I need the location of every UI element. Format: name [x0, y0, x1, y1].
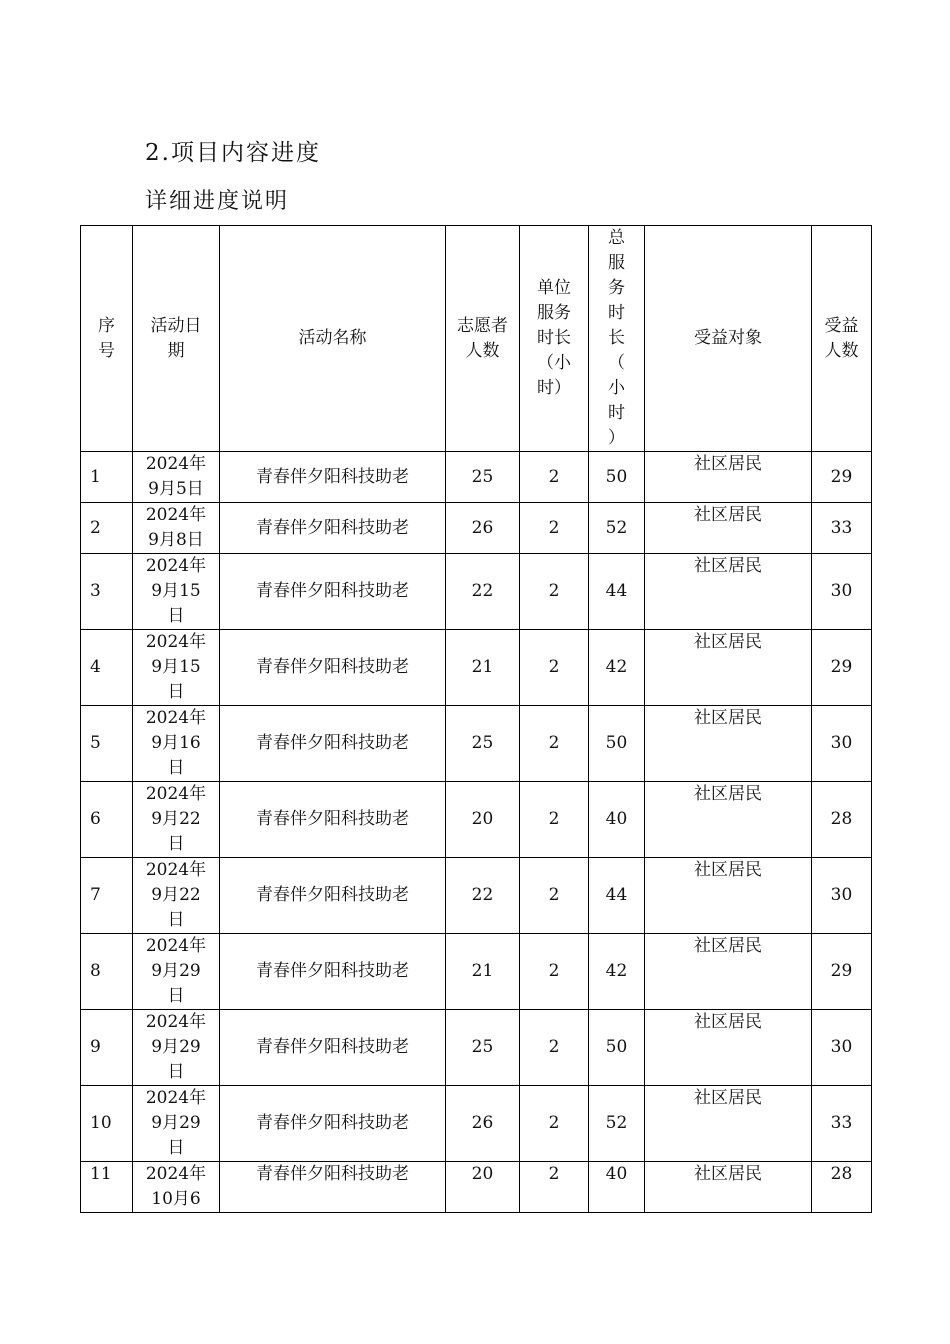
cell-index: 2 [81, 503, 133, 554]
cell-unit-hours: 2 [520, 1086, 589, 1162]
cell-date [133, 782, 220, 858]
header-unit-hours-line: 单位 [537, 278, 571, 298]
cell-total-hours: 40 [589, 1162, 645, 1213]
cell-total-hours: 50 [589, 706, 645, 782]
header-beneficiaries-line: 人数 [824, 340, 859, 361]
cell-date-line: 2024年 [145, 860, 207, 880]
header-unit-hours-line: 时长 [537, 328, 571, 348]
cell-index: 3 [81, 554, 133, 630]
cell-beneficiaries: 30 [812, 706, 872, 782]
cell-date [133, 858, 220, 934]
cell-target: 社区居民 [645, 452, 812, 503]
cell-total-hours: 50 [589, 1010, 645, 1086]
cell-index: 5 [81, 706, 133, 782]
cell-index: 1 [81, 452, 133, 503]
table-row [81, 858, 872, 934]
cell-date-line: 2024年 [145, 505, 207, 525]
cell-beneficiaries: 33 [812, 503, 872, 554]
cell-total-hours: 40 [589, 782, 645, 858]
cell-total-hours: 42 [589, 630, 645, 706]
cell-index: 6 [81, 782, 133, 858]
cell-date-line: 9月29 [151, 961, 201, 981]
cell-unit-hours: 2 [520, 934, 589, 1010]
header-total-hours-line: 时 [608, 303, 625, 323]
cell-index: 10 [81, 1086, 133, 1162]
cell-total-hours: 42 [589, 934, 645, 1010]
cell-beneficiaries: 29 [812, 452, 872, 503]
cell-name: 青春伴夕阳科技助老 [220, 706, 446, 782]
cell-volunteers: 20 [446, 782, 520, 858]
table-row [81, 934, 872, 1010]
table-row [81, 1162, 872, 1213]
header-row [81, 226, 872, 452]
cell-beneficiaries: 29 [812, 630, 872, 706]
header-total-hours-line: 时 [608, 403, 625, 423]
cell-target: 社区居民 [645, 1162, 812, 1213]
cell-target: 社区居民 [645, 1010, 812, 1086]
cell-target: 社区居民 [645, 858, 812, 934]
header-total-hours-line: （ [608, 353, 625, 373]
cell-volunteers: 25 [446, 706, 520, 782]
cell-date-line: 2024年 [145, 556, 207, 576]
cell-index: 4 [81, 630, 133, 706]
table-row [81, 452, 872, 503]
cell-target: 社区居民 [645, 630, 812, 706]
cell-date-line: 2024年 [145, 936, 207, 956]
header-volunteers-line: 志愿者 [457, 315, 508, 336]
header-unit-hours-line: （小 [537, 353, 571, 373]
cell-unit-hours: 2 [520, 452, 589, 503]
cell-volunteers: 22 [446, 858, 520, 934]
cell-total-hours: 44 [589, 554, 645, 630]
cell-date-line: 9月22 [151, 809, 201, 829]
table-row [81, 554, 872, 630]
header-unit-hours-line: 时） [537, 378, 571, 398]
cell-volunteers: 26 [446, 503, 520, 554]
header-index [81, 226, 133, 452]
header-total-hours-line: ） [608, 428, 625, 448]
cell-total-hours: 52 [589, 1086, 645, 1162]
cell-date [133, 934, 220, 1010]
cell-date-line: 9月15 [151, 657, 201, 677]
cell-unit-hours: 2 [520, 858, 589, 934]
header-name [220, 226, 446, 452]
cell-unit-hours: 2 [520, 706, 589, 782]
cell-date-line: 日 [167, 1062, 185, 1082]
cell-unit-hours: 2 [520, 554, 589, 630]
cell-date-line: 9月15 [151, 581, 201, 601]
cell-beneficiaries: 30 [812, 554, 872, 630]
cell-date-line: 9月16 [151, 733, 201, 753]
cell-date-line: 9月29 [151, 1113, 201, 1133]
cell-unit-hours: 2 [520, 630, 589, 706]
section-title: 2.项目内容进度 [145, 140, 321, 166]
cell-total-hours: 50 [589, 452, 645, 503]
header-target [645, 226, 812, 452]
header-total-hours-line: 长 [608, 328, 625, 348]
cell-date [133, 706, 220, 782]
cell-date [133, 630, 220, 706]
header-target-label: 受益对象 [694, 328, 762, 348]
cell-date-line: 日 [167, 834, 185, 854]
cell-beneficiaries: 29 [812, 934, 872, 1010]
header-beneficiaries [812, 226, 872, 452]
cell-date [133, 1162, 220, 1213]
cell-volunteers: 22 [446, 554, 520, 630]
cell-date-line: 9月5日 [148, 479, 204, 499]
section-subtitle: 详细进度说明 [145, 189, 290, 214]
progress-table [80, 225, 872, 1213]
cell-target: 社区居民 [645, 1086, 812, 1162]
cell-name: 青春伴夕阳科技助老 [220, 1162, 446, 1213]
cell-target: 社区居民 [645, 934, 812, 1010]
cell-date-line: 9月8日 [148, 530, 204, 550]
cell-date-line: 日 [167, 910, 185, 930]
header-total-hours-line: 总 [608, 228, 625, 248]
cell-index: 7 [81, 858, 133, 934]
cell-date-line: 2024年 [145, 1012, 207, 1032]
cell-name: 青春伴夕阳科技助老 [220, 1086, 446, 1162]
header-date-line: 活动日 [150, 315, 202, 336]
cell-date-line: 10月6 [151, 1189, 201, 1209]
cell-name: 青春伴夕阳科技助老 [220, 503, 446, 554]
table-row [81, 1010, 872, 1086]
header-total-hours-line: 服 [608, 253, 625, 273]
cell-index: 8 [81, 934, 133, 1010]
header-total-hours-line: 务 [608, 278, 625, 298]
cell-date-line: 2024年 [145, 784, 207, 804]
table-row [81, 630, 872, 706]
cell-date-line: 2024年 [145, 632, 207, 652]
cell-target: 社区居民 [645, 706, 812, 782]
cell-date-line: 2024年 [145, 1088, 207, 1108]
cell-date-line: 2024年 [145, 708, 207, 728]
cell-target: 社区居民 [645, 554, 812, 630]
cell-unit-hours: 2 [520, 1010, 589, 1086]
cell-beneficiaries: 30 [812, 1010, 872, 1086]
header-total-hours-line: 小 [608, 378, 625, 398]
table-row [81, 782, 872, 858]
cell-index: 9 [81, 1010, 133, 1086]
cell-name: 青春伴夕阳科技助老 [220, 1010, 446, 1086]
cell-date-line: 9月22 [151, 885, 201, 905]
cell-date-line: 日 [167, 758, 185, 778]
header-date [133, 226, 220, 452]
table-row [81, 1086, 872, 1162]
cell-unit-hours: 2 [520, 503, 589, 554]
cell-beneficiaries: 30 [812, 858, 872, 934]
cell-date-line: 2024年 [145, 1164, 207, 1184]
cell-total-hours: 44 [589, 858, 645, 934]
cell-volunteers: 21 [446, 630, 520, 706]
cell-name: 青春伴夕阳科技助老 [220, 782, 446, 858]
header-beneficiaries-line: 受益 [824, 315, 859, 336]
cell-volunteers: 26 [446, 1086, 520, 1162]
cell-beneficiaries: 28 [812, 782, 872, 858]
cell-name: 青春伴夕阳科技助老 [220, 858, 446, 934]
cell-date-line: 日 [167, 606, 185, 626]
cell-unit-hours: 2 [520, 1162, 589, 1213]
cell-name: 青春伴夕阳科技助老 [220, 554, 446, 630]
table-row [81, 706, 872, 782]
header-volunteers-line: 人数 [465, 340, 500, 361]
cell-target: 社区居民 [645, 503, 812, 554]
cell-date [133, 1010, 220, 1086]
cell-volunteers: 20 [446, 1162, 520, 1213]
cell-index: 11 [81, 1162, 133, 1213]
header-unit-hours-line: 服务 [537, 303, 571, 323]
cell-unit-hours: 2 [520, 782, 589, 858]
cell-date [133, 503, 220, 554]
cell-volunteers: 21 [446, 934, 520, 1010]
header-index-line: 号 [98, 340, 115, 361]
cell-target: 社区居民 [645, 782, 812, 858]
cell-date-line: 日 [167, 1138, 185, 1158]
cell-date-line: 2024年 [145, 454, 207, 474]
cell-date [133, 1086, 220, 1162]
table-row [81, 503, 872, 554]
cell-total-hours: 52 [589, 503, 645, 554]
header-volunteers [446, 226, 520, 452]
header-index-line: 序 [98, 315, 115, 336]
header-name-label: 活动名称 [298, 328, 367, 348]
cell-volunteers: 25 [446, 1010, 520, 1086]
cell-beneficiaries: 28 [812, 1162, 872, 1213]
cell-name: 青春伴夕阳科技助老 [220, 630, 446, 706]
cell-volunteers: 25 [446, 452, 520, 503]
header-unit-hours [520, 226, 589, 452]
header-date-line: 期 [167, 340, 185, 361]
cell-beneficiaries: 33 [812, 1086, 872, 1162]
cell-date-line: 9月29 [151, 1037, 201, 1057]
cell-date [133, 554, 220, 630]
cell-name: 青春伴夕阳科技助老 [220, 934, 446, 1010]
cell-date [133, 452, 220, 503]
header-total-hours [589, 226, 645, 452]
cell-date-line: 日 [167, 682, 185, 702]
cell-date-line: 日 [167, 986, 185, 1006]
cell-name: 青春伴夕阳科技助老 [220, 452, 446, 503]
